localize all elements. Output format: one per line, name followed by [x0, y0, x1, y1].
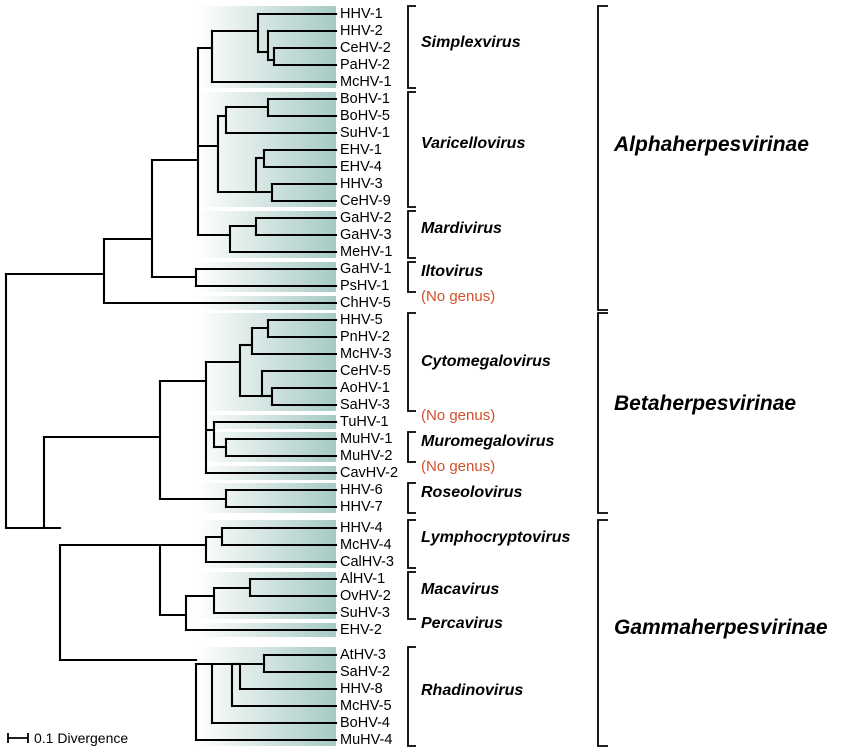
taxon-label: SaHV-3: [340, 397, 390, 413]
taxon-label: GaHV-3: [340, 227, 392, 243]
taxon-label: MuHV-1: [340, 431, 393, 447]
taxon-label: McHV-4: [340, 537, 392, 553]
taxon-label: HHV-5: [340, 312, 383, 328]
taxon-label: EHV-2: [340, 622, 382, 638]
genus-label: Simplexvirus: [421, 34, 521, 51]
taxon-label: BoHV-4: [340, 715, 390, 731]
genus-label: Iltovirus: [421, 263, 484, 280]
taxon-label: SaHV-2: [340, 664, 390, 680]
genus-label: Percavirus: [421, 615, 503, 632]
genus-label: Varicellovirus: [421, 135, 526, 152]
taxon-label: GaHV-2: [340, 210, 392, 226]
taxon-label: PsHV-1: [340, 278, 390, 294]
genus-label: Muromegalovirus: [421, 433, 555, 450]
taxon-label: AtHV-3: [340, 647, 386, 663]
taxon-label: BoHV-1: [340, 91, 390, 107]
taxon-label: BoHV-5: [340, 108, 390, 124]
taxon-label: CeHV-2: [340, 40, 391, 56]
subfamily-label: Betaherpesvirinae: [614, 392, 797, 415]
taxon-label: MuHV-2: [340, 448, 393, 464]
subfamily-brackets: [598, 6, 608, 746]
taxon-label: HHV-2: [340, 23, 383, 39]
taxon-label: HHV-8: [340, 681, 383, 697]
taxon-label: HHV-3: [340, 176, 383, 192]
genus-brackets: [408, 6, 416, 746]
taxon-label: McHV-1: [340, 74, 392, 90]
taxon-label: McHV-3: [340, 346, 392, 362]
scale-bar: [8, 733, 28, 743]
taxon-label: CeHV-5: [340, 363, 391, 379]
genus-label: Cytomegalovirus: [421, 353, 551, 370]
taxon-label: EHV-4: [340, 159, 382, 175]
taxon-label: MeHV-1: [340, 244, 393, 260]
taxon-label: TuHV-1: [340, 414, 389, 430]
taxon-label: GaHV-1: [340, 261, 392, 277]
taxon-label: AlHV-1: [340, 571, 386, 587]
taxon-label: CavHV-2: [340, 465, 399, 481]
taxon-label: ChHV-5: [340, 295, 391, 311]
taxon-label: OvHV-2: [340, 588, 391, 604]
scale-bar-label: 0.1 Divergence: [34, 730, 129, 746]
no-genus-label: (No genus): [421, 288, 496, 305]
taxon-label: EHV-1: [340, 142, 382, 158]
taxon-label: HHV-1: [340, 6, 383, 22]
genus-label: Macavirus: [421, 581, 500, 598]
taxon-label: HHV-4: [340, 520, 383, 536]
genus-label: Lymphocryptovirus: [421, 529, 571, 546]
no-genus-label: (No genus): [421, 458, 496, 475]
no-genus-label: (No genus): [421, 407, 496, 424]
taxon-label: AoHV-1: [340, 380, 390, 396]
subfamily-label: Gammaherpesvirinae: [614, 616, 828, 639]
taxon-label: CalHV-3: [340, 554, 394, 570]
genus-label: Roseolovirus: [421, 484, 523, 501]
genus-label: Mardivirus: [421, 220, 502, 237]
genus-label: Rhadinovirus: [421, 682, 524, 699]
taxon-label: PaHV-2: [340, 57, 390, 73]
taxon-label: HHV-7: [340, 499, 383, 515]
taxon-label: McHV-5: [340, 698, 392, 714]
taxon-label: HHV-6: [340, 482, 383, 498]
taxon-label: SuHV-1: [340, 125, 390, 141]
taxon-label: PnHV-2: [340, 329, 390, 345]
taxon-label: CeHV-9: [340, 193, 391, 209]
taxon-label: SuHV-3: [340, 605, 390, 621]
taxon-label: MuHV-4: [340, 732, 393, 748]
subfamily-label: Alphaherpesvirinae: [614, 133, 809, 156]
